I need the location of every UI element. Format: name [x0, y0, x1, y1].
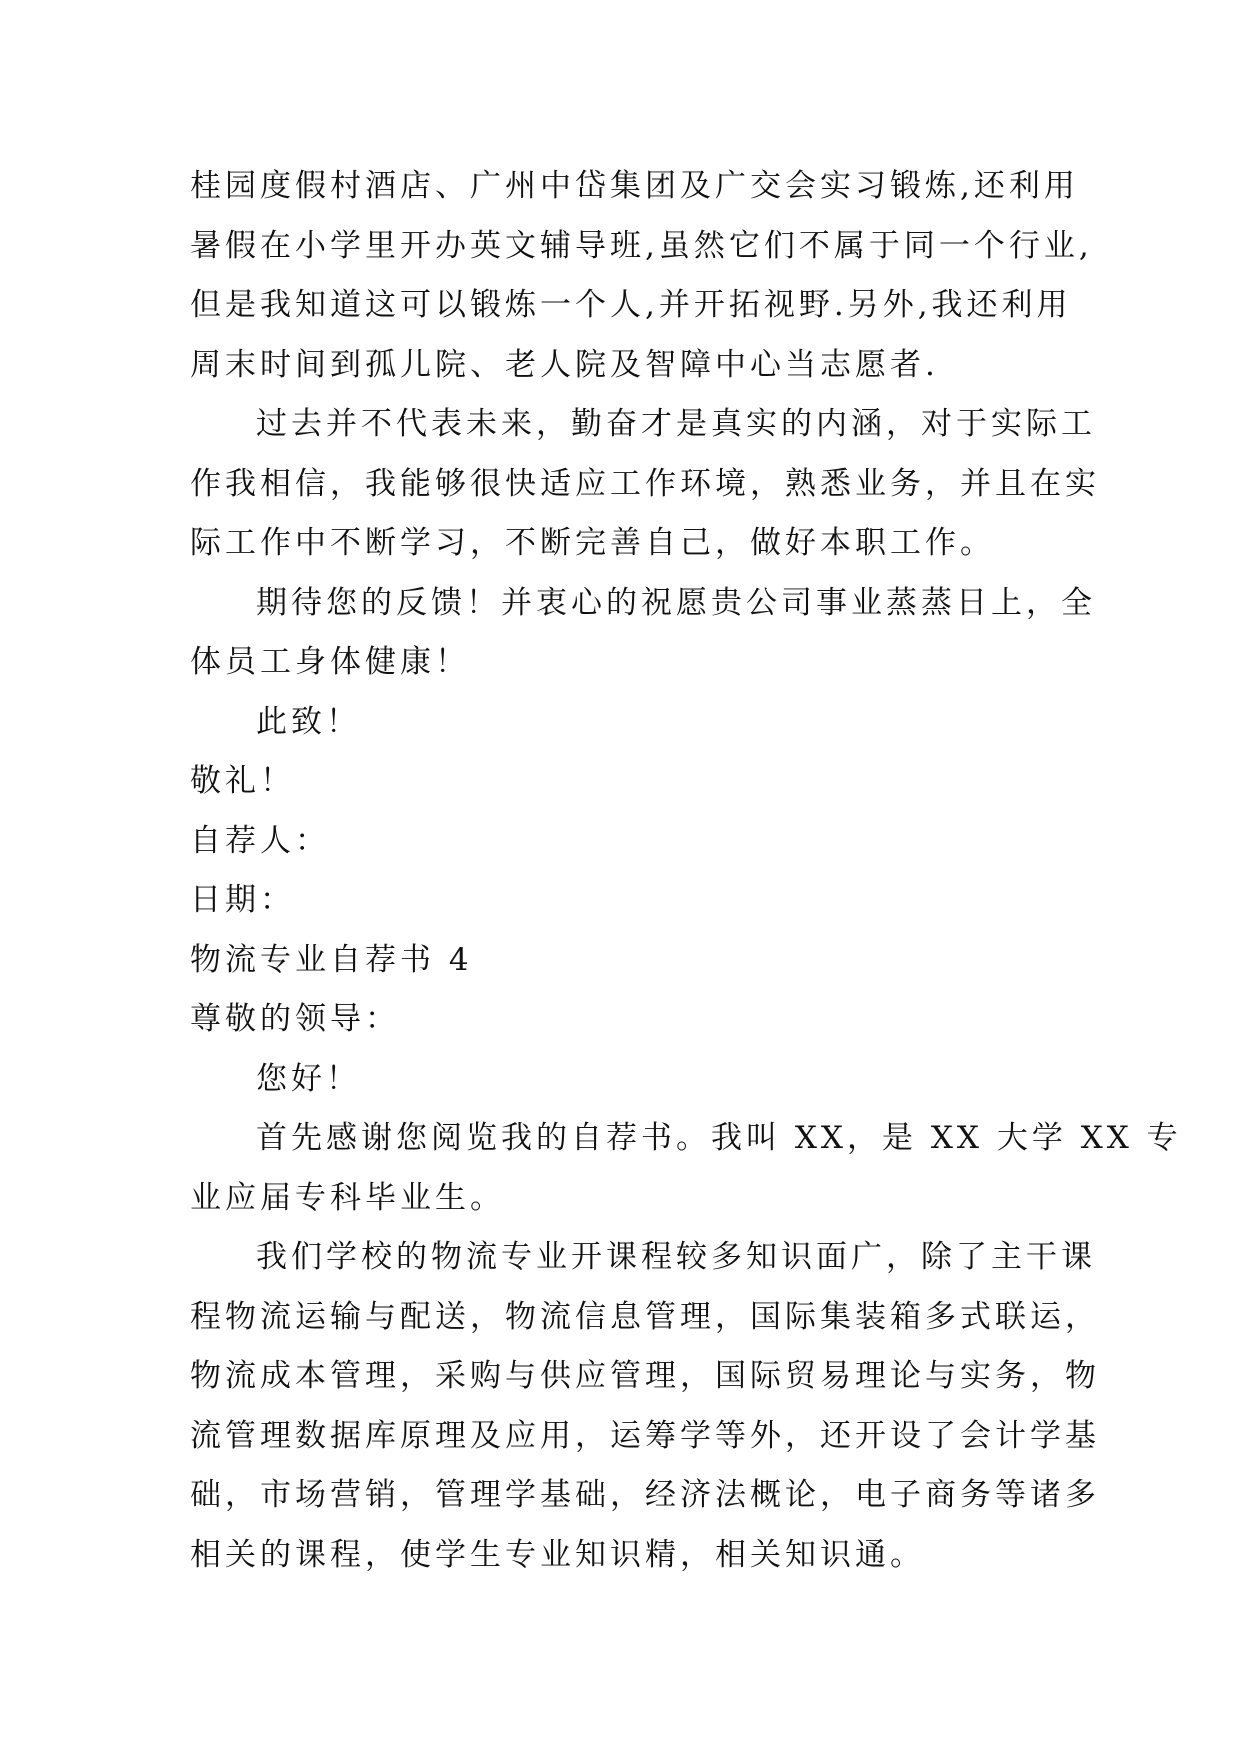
text-line: 周末时间到孤儿院、老人院及智障中心当志愿者. — [190, 346, 939, 383]
text-line: 体员工身体健康！ — [190, 644, 470, 680]
text-line: 相关的课程，使学生专业知识精，相关知识通。 — [190, 1536, 925, 1573]
text-line: 业应届专科毕业生。 — [190, 1179, 505, 1216]
closing-salutation: 此致！ — [256, 703, 361, 740]
paragraph-first-line: 过去并不代表未来，勤奋才是真实的内涵，对于实际工 — [256, 406, 1096, 442]
document-body — [190, 157, 1182, 1585]
section-title: 物流专业自荐书 4 — [190, 941, 473, 978]
closing-regards: 敬礼！ — [190, 763, 295, 799]
text-line: 但是我知道这可以锻炼一个人,并开拓视野.另外,我还利用 — [190, 287, 1072, 323]
paragraph-first-line: 我们学校的物流专业开课程较多知识面广，除了主干课 — [256, 1239, 1096, 1275]
text-line: 流管理数据库原理及应用，运筹学等外，还开设了会计学基 — [190, 1417, 1100, 1454]
text-line: 暑假在小学里开办英文辅导班,虽然它们不属于同一个行业, — [190, 227, 1093, 264]
text-line: 桂园度假村酒店、广州中岱集团及广交会实习锻炼,还利用 — [190, 168, 1079, 204]
paragraph-first-line: 首先感谢您阅览我的自荐书。我叫 XX，是 XX 大学 XX 专 — [256, 1120, 1182, 1156]
greeting-line: 您好！ — [256, 1060, 361, 1097]
text-line: 作我相信，我能够很快适应工作环境，熟悉业务，并且在实 — [190, 465, 1100, 502]
text-line: 际工作中不断学习，不断完善自己，做好本职工作。 — [190, 525, 995, 561]
text-line: 础，市场营销，管理学基础，经济法概论，电子商务等诸多 — [190, 1477, 1100, 1513]
paragraph-first-line: 期待您的反馈！并衷心的祝愿贵公司事业蒸蒸日上，全 — [256, 584, 1096, 621]
text-line: 物流成本管理，采购与供应管理，国际贸易理论与实务，物 — [190, 1358, 1100, 1394]
date-label: 日期： — [190, 882, 295, 918]
text-line: 程物流运输与配送，物流信息管理，国际集装箱多式联运， — [190, 1298, 1100, 1335]
signature-label: 自荐人： — [190, 822, 330, 859]
letter-greeting: 尊敬的领导： — [190, 1001, 400, 1037]
